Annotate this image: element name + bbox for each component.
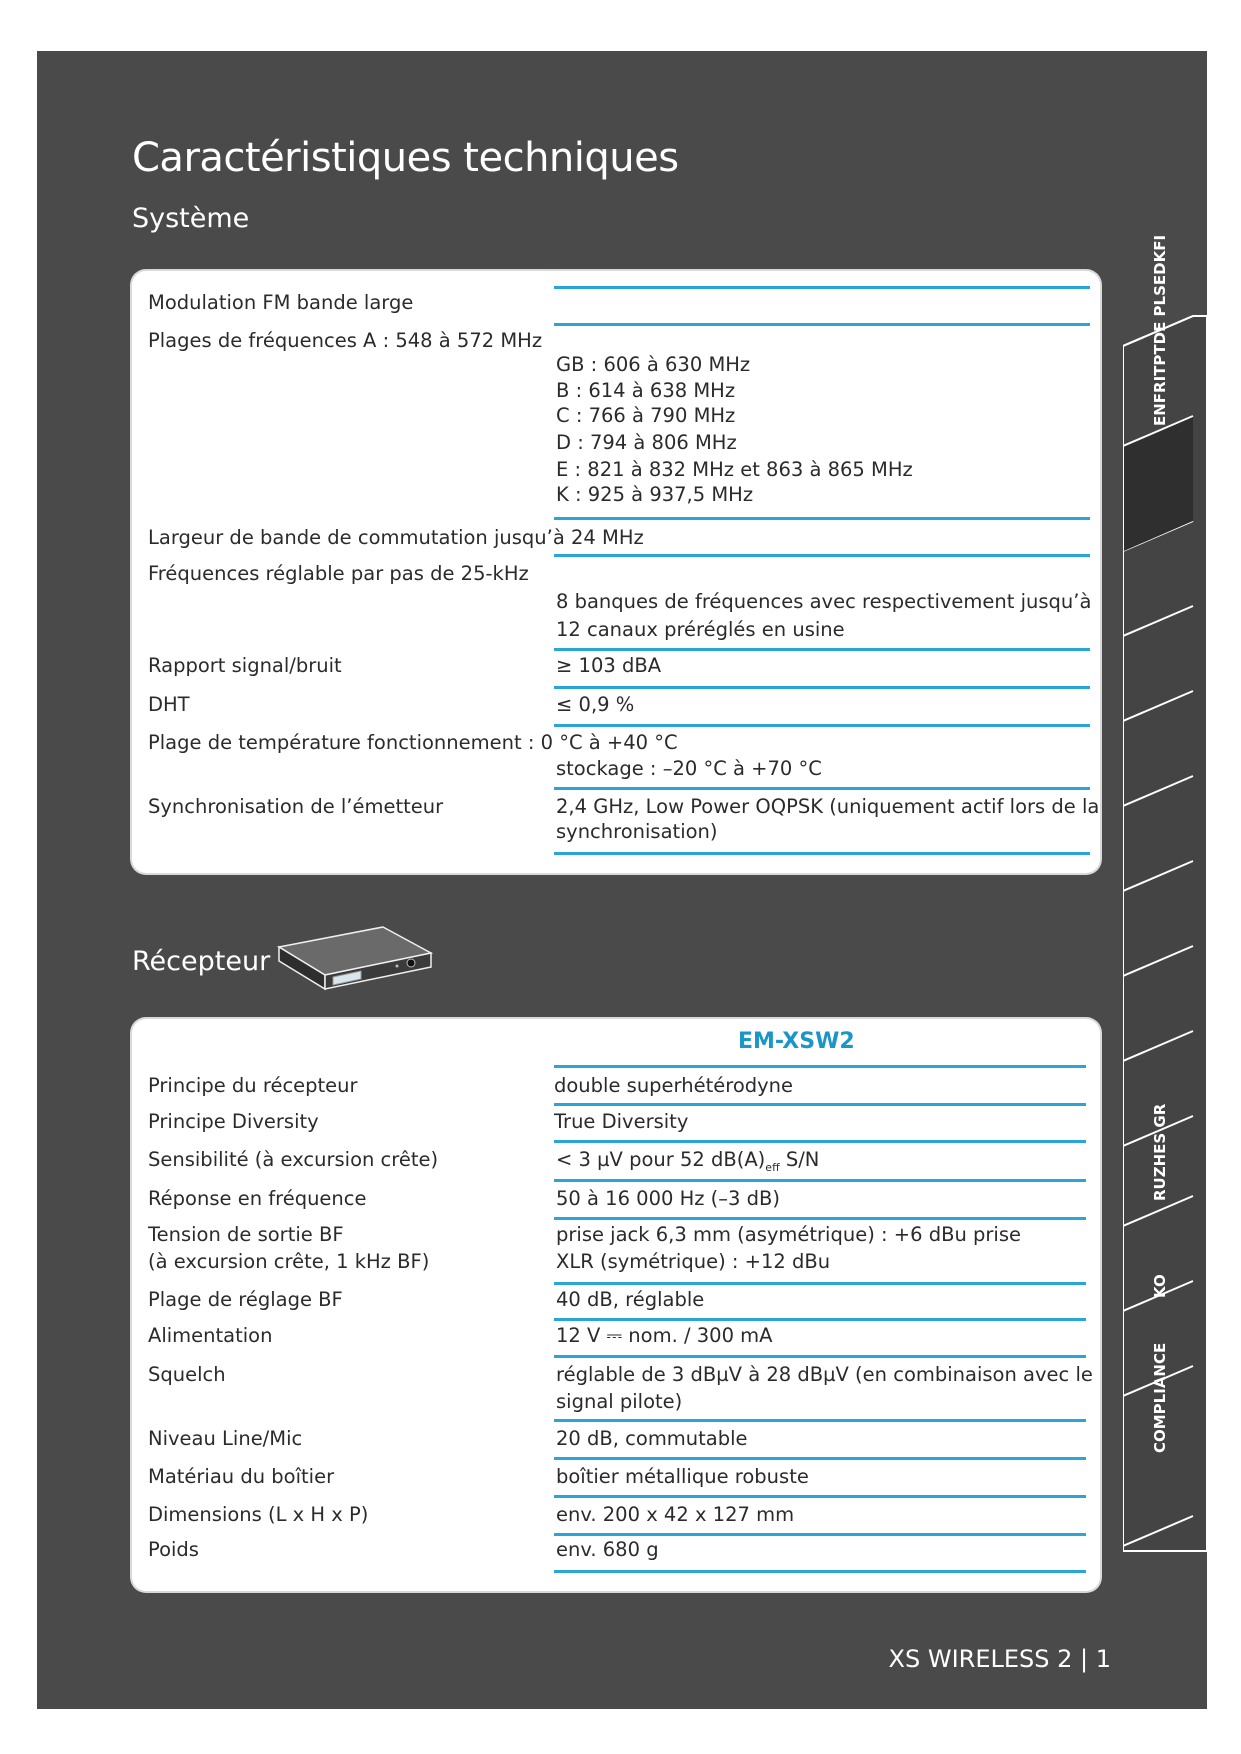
spec-value: K : 925 à 937,5 MHz xyxy=(556,483,754,506)
spec-value: boîtier métallique robuste xyxy=(556,1465,809,1488)
spec-value: XLR (symétrique) : +12 dBu xyxy=(556,1250,831,1273)
spec-value: stockage : –20 °C à +70 °C xyxy=(556,757,822,780)
side-tab-ko[interactable]: KO xyxy=(1151,1274,1169,1298)
page-title: Caractéristiques techniques xyxy=(132,135,679,181)
spec-label: Alimentation xyxy=(148,1324,273,1347)
side-tab-compliance[interactable]: COMPLIANCE xyxy=(1151,1342,1169,1453)
system-heading: Système xyxy=(132,203,250,234)
spec-label: Principe Diversity xyxy=(148,1110,319,1133)
spec-value: 40 dB, réglable xyxy=(556,1288,705,1311)
spec-label: Plage de réglage BF xyxy=(148,1288,343,1311)
spec-label: (à excursion crête, 1 kHz BF) xyxy=(148,1250,430,1273)
spec-label: Plage de température fonctionnement : 0 °C à +40 °C xyxy=(148,731,678,754)
spec-value: C : 766 à 790 MHz xyxy=(556,404,736,427)
spec-label: Synchronisation de l’émetteur xyxy=(148,795,444,818)
spec-value: 12 V ⎓ nom. / 300 mA xyxy=(556,1324,773,1347)
spec-label: Tension de sortie BF xyxy=(148,1223,344,1246)
page-footer: XS WIRELESS 2 | 1 xyxy=(888,1645,1111,1673)
spec-value: GB : 606 à 630 MHz xyxy=(556,353,751,376)
spec-value: True Diversity xyxy=(554,1110,689,1133)
spec-value: ≥ 103 dBA xyxy=(556,654,662,677)
spec-page xyxy=(37,51,1207,1709)
spec-label: Plages de fréquences A : 548 à 572 MHz xyxy=(148,329,543,352)
model-header: EM-XSW2 xyxy=(738,1029,855,1054)
side-tab-languages[interactable]: ENFRITPTDE PLSEDKFI xyxy=(1151,234,1169,426)
spec-value: réglable de 3 dBµV à 28 dBµV (en combinaison avec le xyxy=(556,1363,1093,1386)
spec-value: env. 680 g xyxy=(556,1538,659,1561)
receiver-panel xyxy=(132,1019,1100,1591)
spec-label: Largeur de bande de commutation jusqu’à 24 MHz xyxy=(148,526,644,549)
spec-value: 20 dB, commutable xyxy=(556,1427,748,1450)
spec-value: B : 614 à 638 MHz xyxy=(556,379,736,402)
spec-value: 2,4 GHz, Low Power OQPSK (uniquement actif lors de la xyxy=(556,795,1100,818)
spec-value: E : 821 à 832 MHz et 863 à 865 MHz xyxy=(556,458,913,481)
spec-value: D : 794 à 806 MHz xyxy=(556,431,737,454)
spec-value: synchronisation) xyxy=(556,820,718,843)
receiver-device-icon xyxy=(273,919,437,993)
spec-value: 8 banques de fréquences avec respectivement jusqu’à xyxy=(556,590,1092,613)
spec-label: Sensibilité (à excursion crête) xyxy=(148,1148,439,1171)
spec-value: 50 à 16 000 Hz (–3 dB) xyxy=(556,1187,781,1210)
spec-label: Poids xyxy=(148,1538,199,1561)
spec-value: prise jack 6,3 mm (asymétrique) : +6 dBu prise xyxy=(556,1223,1022,1246)
spec-label: DHT xyxy=(148,693,190,716)
spec-label: Modulation FM bande large xyxy=(148,291,414,314)
spec-label: Fréquences réglable par pas de 25-kHz xyxy=(148,562,529,585)
spec-value: double superhétérodyne xyxy=(554,1074,794,1097)
system-panel xyxy=(132,271,1100,873)
spec-label: Réponse en fréquence xyxy=(148,1187,367,1210)
receiver-heading: Récepteur xyxy=(132,946,271,977)
spec-label: Dimensions (L x H x P) xyxy=(148,1503,369,1526)
spec-label: Rapport signal/bruit xyxy=(148,654,342,677)
spec-label: Squelch xyxy=(148,1363,226,1386)
spec-label: Niveau Line/Mic xyxy=(148,1427,303,1450)
spec-label: Principe du récepteur xyxy=(148,1074,358,1097)
spec-value: env. 200 x 42 x 127 mm xyxy=(556,1503,795,1526)
spec-label: Matériau du boîtier xyxy=(148,1465,335,1488)
side-tab-ruzhes-gr[interactable]: RUZHES GR xyxy=(1151,1103,1169,1201)
spec-value: 12 canaux préréglés en usine xyxy=(556,618,845,641)
spec-value: signal pilote) xyxy=(556,1390,683,1413)
spec-value: < 3 µV pour 52 $dB(A)_{eff}$ S/N xyxy=(556,1148,820,1174)
spec-value: ≤ 0,9 % xyxy=(556,693,635,716)
